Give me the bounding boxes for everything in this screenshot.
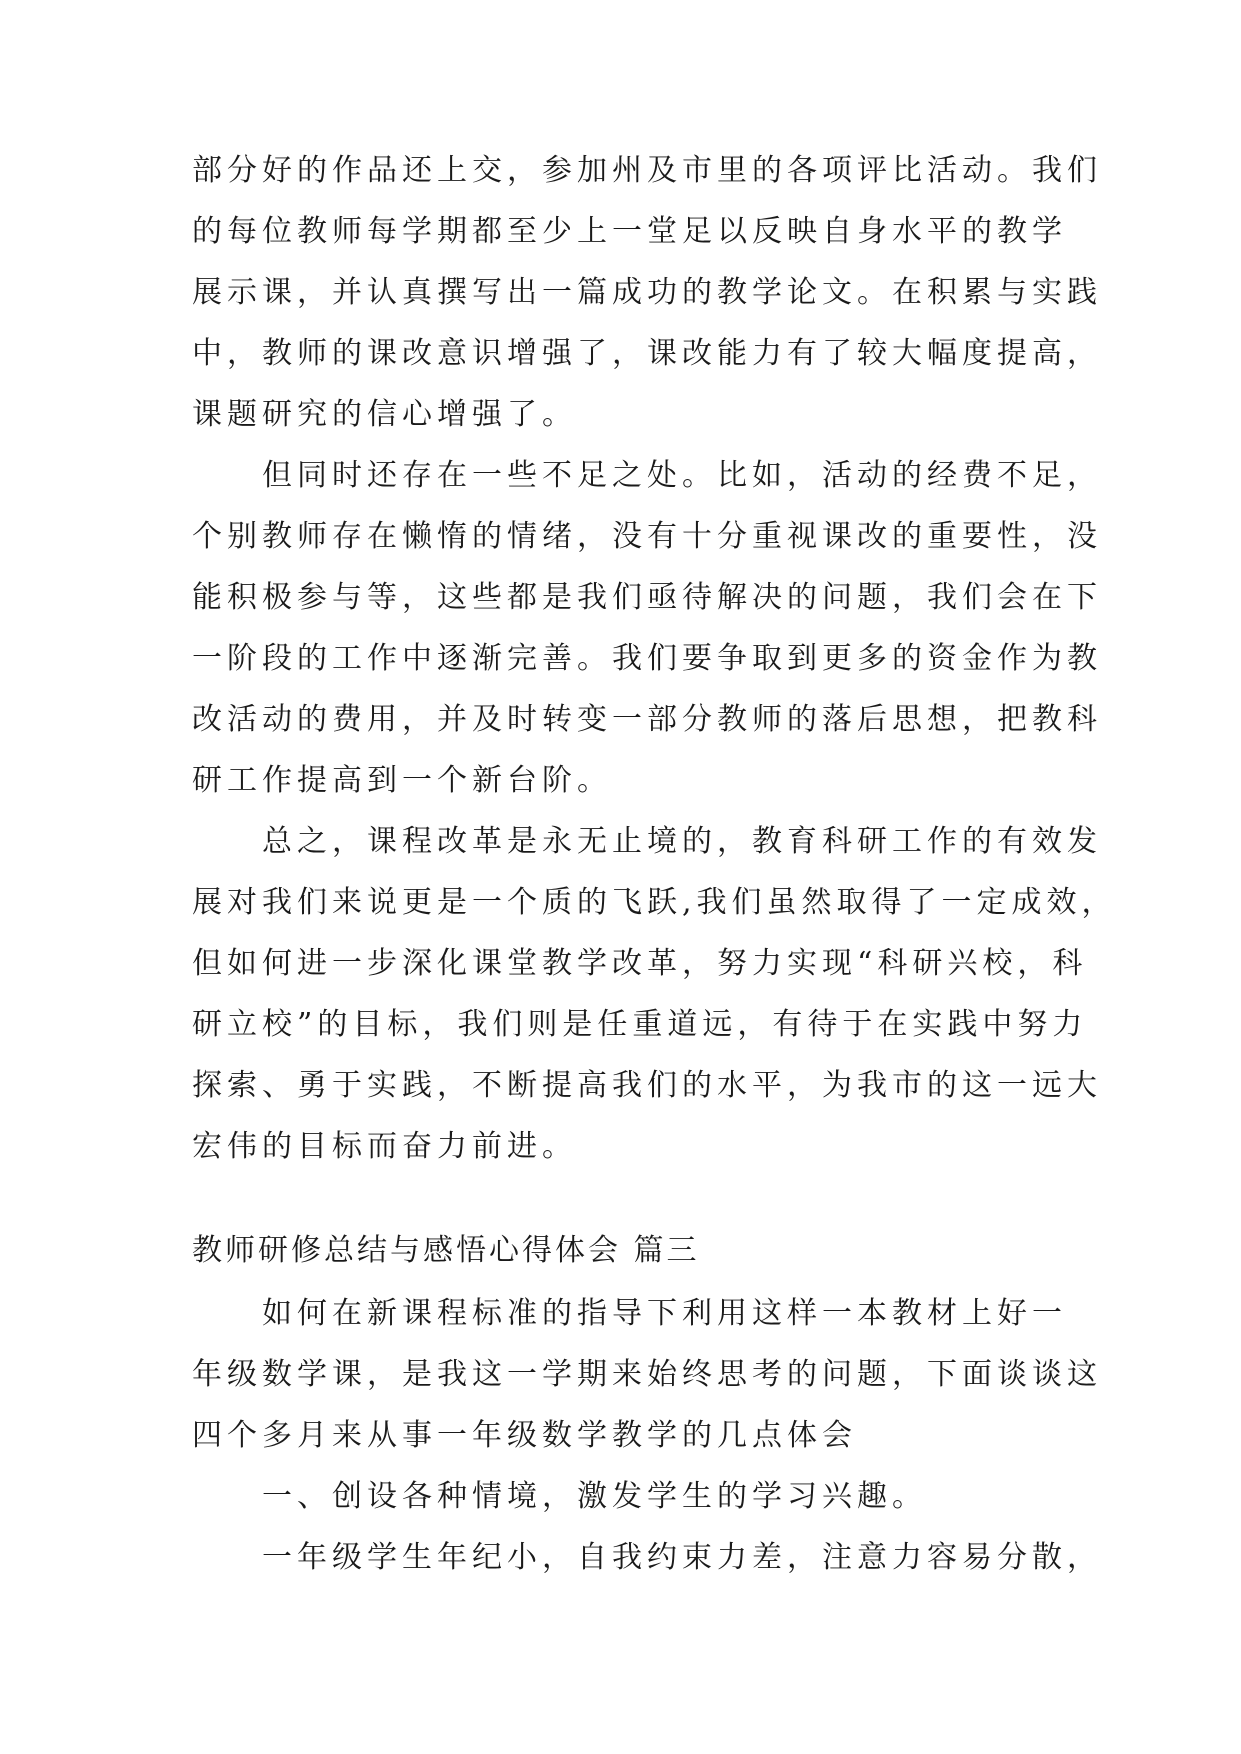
text-line: 部分好的作品还上交，参加州及市里的各项评比活动。我们 <box>192 153 1102 188</box>
section-heading: 教师研修总结与感悟心得体会 篇三 <box>192 1233 700 1268</box>
text-line: 探索、勇于实践，不断提高我们的水平，为我市的这一远大 <box>192 1068 1102 1103</box>
text-line: 研立校”的目标，我们则是任重道远，有待于在实践中努力 <box>192 1007 1088 1042</box>
text-line: 总之，课程改革是永无止境的，教育科研工作的有效发 <box>192 824 1102 859</box>
text-line: 展示课，并认真撰写出一篇成功的教学论文。在积累与实践 <box>192 275 1102 310</box>
text-line: 改活动的费用，并及时转变一部分教师的落后思想，把教科 <box>192 702 1102 737</box>
text-line: 四个多月来从事一年级数学教学的几点体会 <box>192 1418 857 1453</box>
text-line: 一阶段的工作中逐渐完善。我们要争取到更多的资金作为教 <box>192 641 1102 676</box>
text-line: 个别教师存在懒惰的情绪，没有十分重视课改的重要性，没 <box>192 519 1102 554</box>
text-line: 能积极参与等，这些都是我们亟待解决的问题，我们会在下 <box>192 580 1102 615</box>
text-line: 宏伟的目标而奋力前进。 <box>192 1129 577 1164</box>
text-line: 展对我们来说更是一个质的飞跃,我们虽然取得了一定成效， <box>192 885 1117 920</box>
text-line: 年级数学课，是我这一学期来始终思考的问题，下面谈谈这 <box>192 1357 1102 1392</box>
text-line: 课题研究的信心增强了。 <box>192 397 577 432</box>
text-line: 如何在新课程标准的指导下利用这样一本教材上好一 <box>192 1296 1067 1331</box>
text-line: 一、创设各种情境，激发学生的学习兴趣。 <box>192 1479 927 1514</box>
text-line: 的每位教师每学期都至少上一堂足以反映自身水平的教学 <box>192 214 1067 249</box>
text-line: 中，教师的课改意识增强了，课改能力有了较大幅度提高， <box>192 336 1102 371</box>
body-text-block-2 <box>192 1283 1102 1588</box>
text-line: 但同时还存在一些不足之处。比如，活动的经费不足， <box>192 458 1102 493</box>
body-text-block-1 <box>192 140 1117 1177</box>
text-line: 一年级学生年纪小，自我约束力差，注意力容易分散， <box>192 1540 1102 1575</box>
text-line: 但如何进一步深化课堂教学改革，努力实现“科研兴校，科 <box>192 946 1088 981</box>
text-line: 研工作提高到一个新台阶。 <box>192 763 612 798</box>
